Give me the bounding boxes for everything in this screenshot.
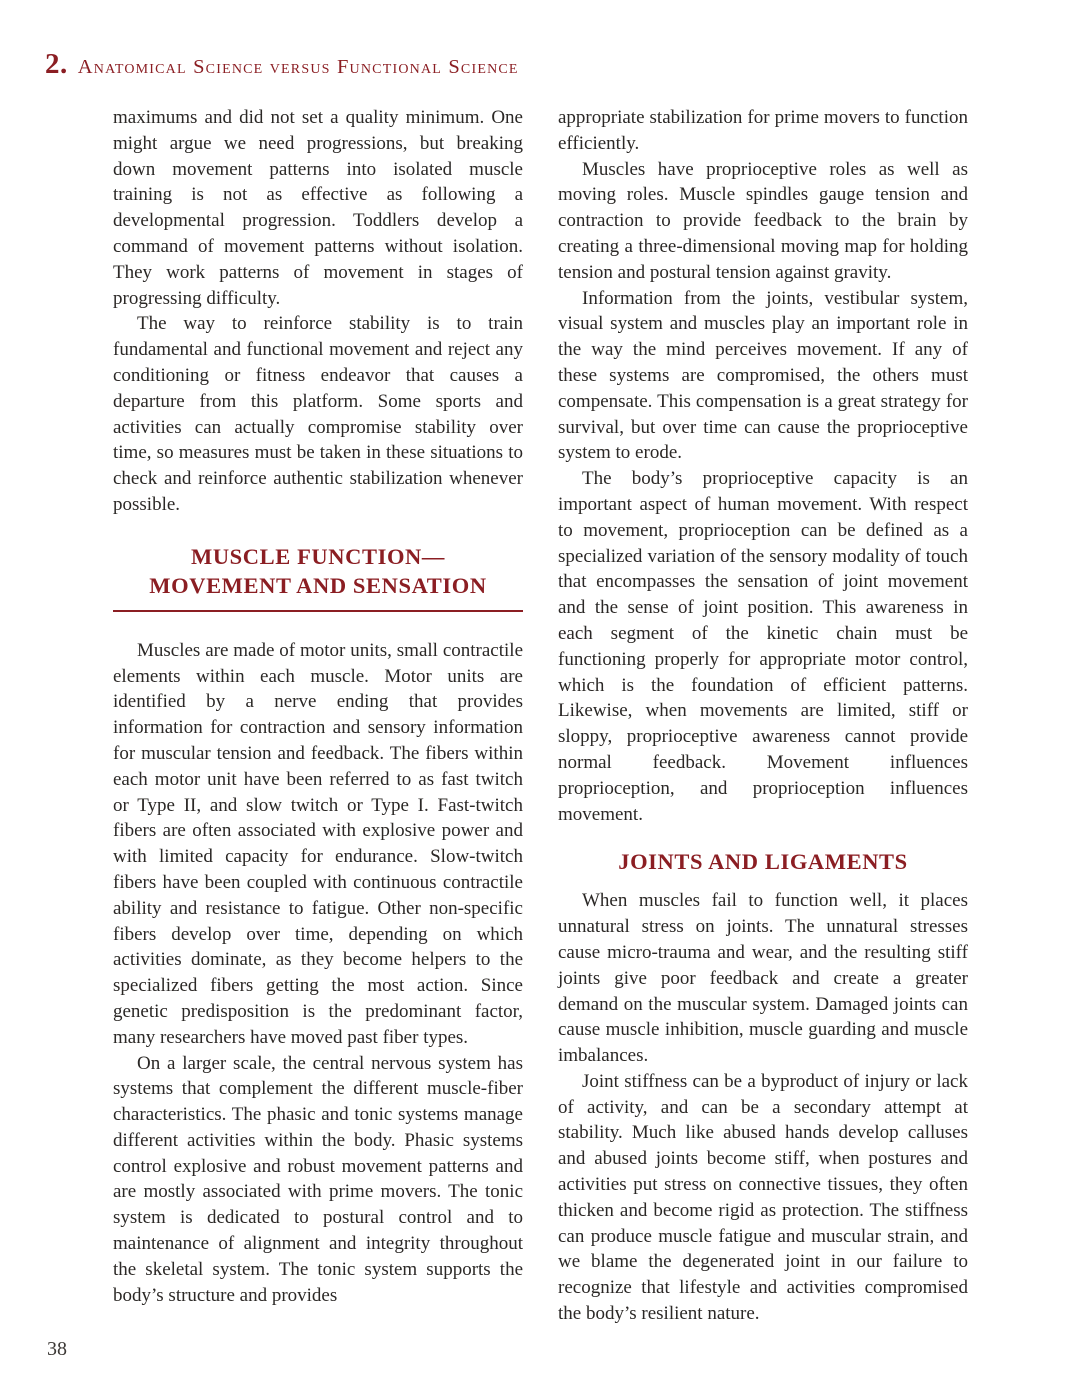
paragraph: The body’s proprioceptive capacity is an important aspect of human movement. With respect to movement, proprioception can be defined as a specialized variation of the sensory modality of touch that encompasses the sensation of joint movement and the sense of joint position. This awareness in each segment of the kinetic chain must be functioning properly for appropriate motor control, which is the foundation of efficient patterns. Likewise, when movements are limited, stiff or sloppy, proprioceptive awareness cannot provide normal feedback. Movement influences proprioception, and proprioception influences movement. — [558, 468, 968, 825]
paragraph: Joint stiffness can be a byproduct of injury or lack of activity, and can be a secondary attempt at stability. Much like abused hands develop calluses and abused joints become stiff, when postures and activities put stress on connective tissues, they often thicken and become rigid as protection. The stiffness can produce muscle fatigue and muscular strain, and we blame the degenerated joint in our failure to recognize that lifestyle and activities compromised the body’s resilient nature. — [558, 1070, 968, 1325]
paragraph: Muscles have proprioceptive roles as well as moving roles. Muscle spindles gauge tension and contraction to provide feedback to the brain by creating a three-dimensional moving map for holding tension and postural tension against gravity. — [558, 158, 968, 283]
two-column-body — [113, 105, 968, 1327]
section-heading-joints-ligaments: JOINTS AND LIGAMENTS — [618, 849, 908, 875]
paragraph: Information from the joints, vestibular system, visual system and muscles play an important role in the way the mind perceives movement. If any of these systems are compromised, the others must compensate. This compensation is a great strategy for survival, but over time can cause the proprioceptive system to erode. — [558, 287, 968, 464]
heading-line-2: MOVEMENT AND SENSATION — [149, 572, 487, 598]
paragraph-continuation: appropriate stabilization for prime movers to function efficiently. — [558, 107, 968, 154]
page-number: 38 — [47, 1338, 67, 1360]
heading-line-1: MUSCLE FUNCTION— — [191, 543, 445, 569]
right-column — [558, 105, 968, 1327]
paragraph: The way to reinforce stability is to train fundamental and functional movement and reject any conditioning or fitness endeavor that causes a departure from this platform. Some sports and activities can actually compromise stability over time, so measures must be taken in these situations to check and reinforce authentic stabilization whenever possible. — [113, 313, 523, 515]
chapter-title: Anatomical Science versus Functional Science — [77, 56, 519, 78]
chapter-number: 2. — [45, 48, 68, 80]
paragraph-continuation: maximums and did not set a quality minimum. One might argue we need progressions, but breaking down movement patterns into isolated muscle training is not as effective as following a developmental progression. Toddlers develop a command of movement patterns without isolation. They work patterns of movement in stages of progressing difficulty. — [113, 107, 523, 309]
paragraph: Muscles are made of motor units, small contractile elements within each muscle. Motor units are identified by a nerve ending that provides information for contraction and sensory information for muscular tension and feedback. The fibers within each motor unit have been referred to as fast twitch or Type II, and slow twitch or Type I. Fast-twitch fibers are often associated with explosive power and with limited capacity for endurance. Slow-twitch fibers have been coupled with continuous contractile ability and resistance to fatigue. Other non-specific fibers develop over time, depending on which activities dominate, as they become helpers to the specialized fibers getting the most action. Since genetic predisposition is the predominant factor, many researchers have moved past fiber types. — [113, 639, 523, 1048]
paragraph: On a larger scale, the central nervous system has systems that complement the different muscle-fiber characteristics. The phasic and tonic systems manage different activities within the body. Phasic systems control explosive and robust movement patterns and are mostly associated with prime movers. The tonic system is dedicated to postural control and to maintenance of alignment and integrity throughout the skeletal system. The tonic system supports the body’s structure and provides — [113, 1052, 523, 1306]
running-head — [45, 48, 519, 81]
left-column — [113, 105, 523, 1327]
paragraph: When muscles fail to function well, it places unnatural stress on joints. The unnatural stresses cause micro-trauma and wear, and the resulting stiff joints give poor feedback and create a greater demand on the muscular system. Damaged joints can cause muscle inhibition, muscle guarding and muscle imbalances. — [558, 890, 968, 1067]
section-heading-muscle-function — [113, 542, 523, 612]
